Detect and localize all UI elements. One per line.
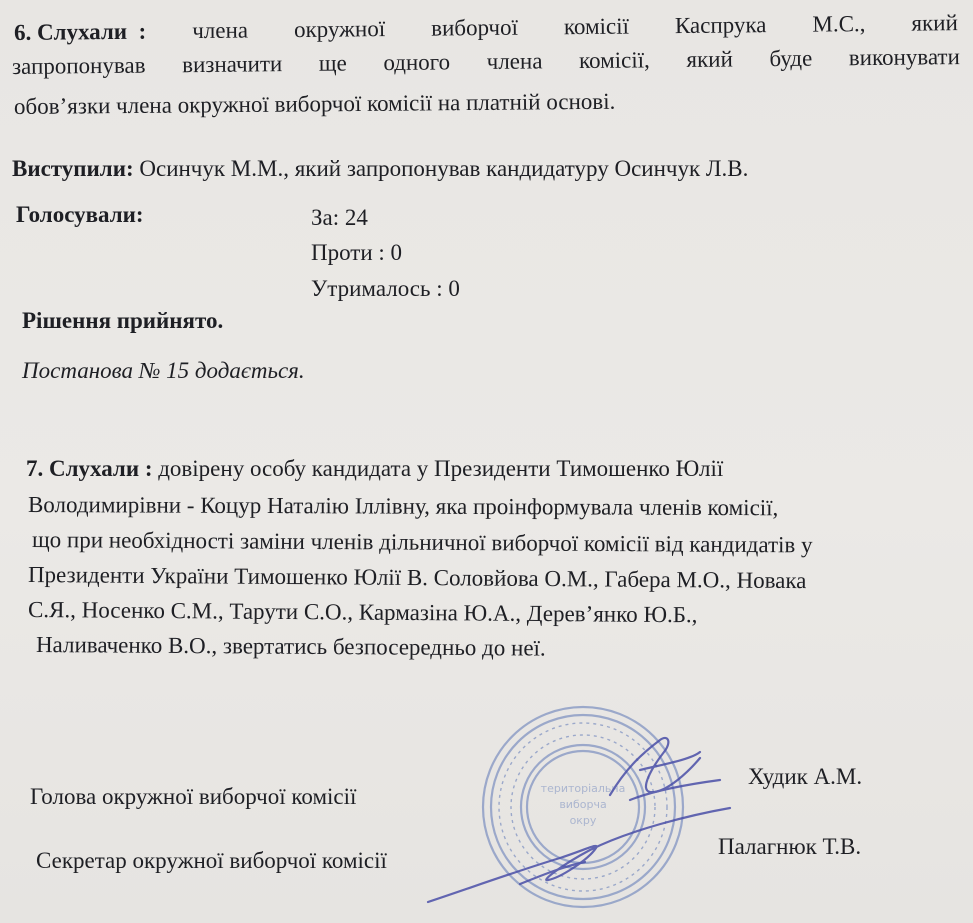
item6-line1 <box>14 8 958 48</box>
item7-line2: Володимирівни - Коцур Наталію Іллівну, яка проінформувала членів комісії, <box>27 492 779 521</box>
item6-w1: члена <box>192 17 249 44</box>
secretary-name: Палагнюк Т.В. <box>718 834 862 859</box>
resolution: Постанова № 15 додається. <box>22 358 305 383</box>
svg-text:територіальна: територіальна <box>540 782 626 795</box>
item6-l2-w2: визначити <box>182 51 283 78</box>
item6-line2 <box>12 42 960 82</box>
item6-w6: М.С., <box>812 11 866 37</box>
item6-l2-w9: виконувати <box>848 44 960 71</box>
spoke-label: Виступили: <box>12 156 134 181</box>
svg-text:виборча: виборча <box>559 798 607 811</box>
official-stamp-icon <box>478 702 688 912</box>
item6-l2-w1: запропонував <box>11 52 146 79</box>
item6-l2-w5: члена <box>486 48 543 75</box>
item6-l2-w4: одного <box>383 49 451 76</box>
chair-title: Голова окружної виборчої комісії <box>30 784 357 809</box>
item7-heading: 7. Слухали : <box>26 456 153 481</box>
vote-against: Проти : 0 <box>311 240 403 265</box>
svg-text:окру: окру <box>569 814 597 827</box>
item6-l2-w7: який <box>686 46 733 72</box>
spoke-text: Осинчук М.М., який запропонував кандидатуру Осинчук Л.В. <box>133 156 749 181</box>
item6-l2-w3: ще <box>318 50 347 76</box>
item7-line4: Президенти України Тимошенко Юлії В. Соловйова О.М., Габера М.О., Новака <box>27 562 807 594</box>
item7-line3: що при необхідності заміни членів дільничної виборчої комісії від кандидатів у <box>31 527 813 558</box>
item6-w3: виборчої <box>431 14 519 41</box>
voted-label: Голосували: <box>16 202 144 227</box>
item6-l2-w6: комісії, <box>578 47 650 74</box>
item6-w4: комісії <box>563 13 630 40</box>
item6-spoke <box>12 154 748 184</box>
item6-w5: Каспрука <box>674 12 767 39</box>
item6-w7: який <box>911 10 958 36</box>
decision: Рішення прийнято. <box>22 308 224 333</box>
vote-abstain: Утрималось : 0 <box>311 276 460 301</box>
item6-w2: окружної <box>293 16 386 43</box>
vote-for: За: 24 <box>311 205 368 230</box>
item7-line1 <box>26 454 723 484</box>
item7-line6: Наливаченко В.О., звертатись безпосередньо до неї. <box>35 632 546 661</box>
item6-l2-w8: буде <box>769 45 813 72</box>
chair-name: Худик А.М. <box>748 764 863 789</box>
item7-l1-text: довірену особу кандидата у Президенти Тимошенко Юлії <box>152 456 724 481</box>
item6-line3: обов’язки члена окружної виборчої комісії на платній основі. <box>13 88 616 119</box>
item7-line5: С.Я., Носенко С.М., Тарути С.О., Кармазіна Ю.А., Дерев’янко Ю.Б., <box>27 597 698 628</box>
item6-heading: 6. Слухали : <box>13 18 147 45</box>
secretary-title: Секретар окружної виборчої комісії <box>36 848 387 873</box>
